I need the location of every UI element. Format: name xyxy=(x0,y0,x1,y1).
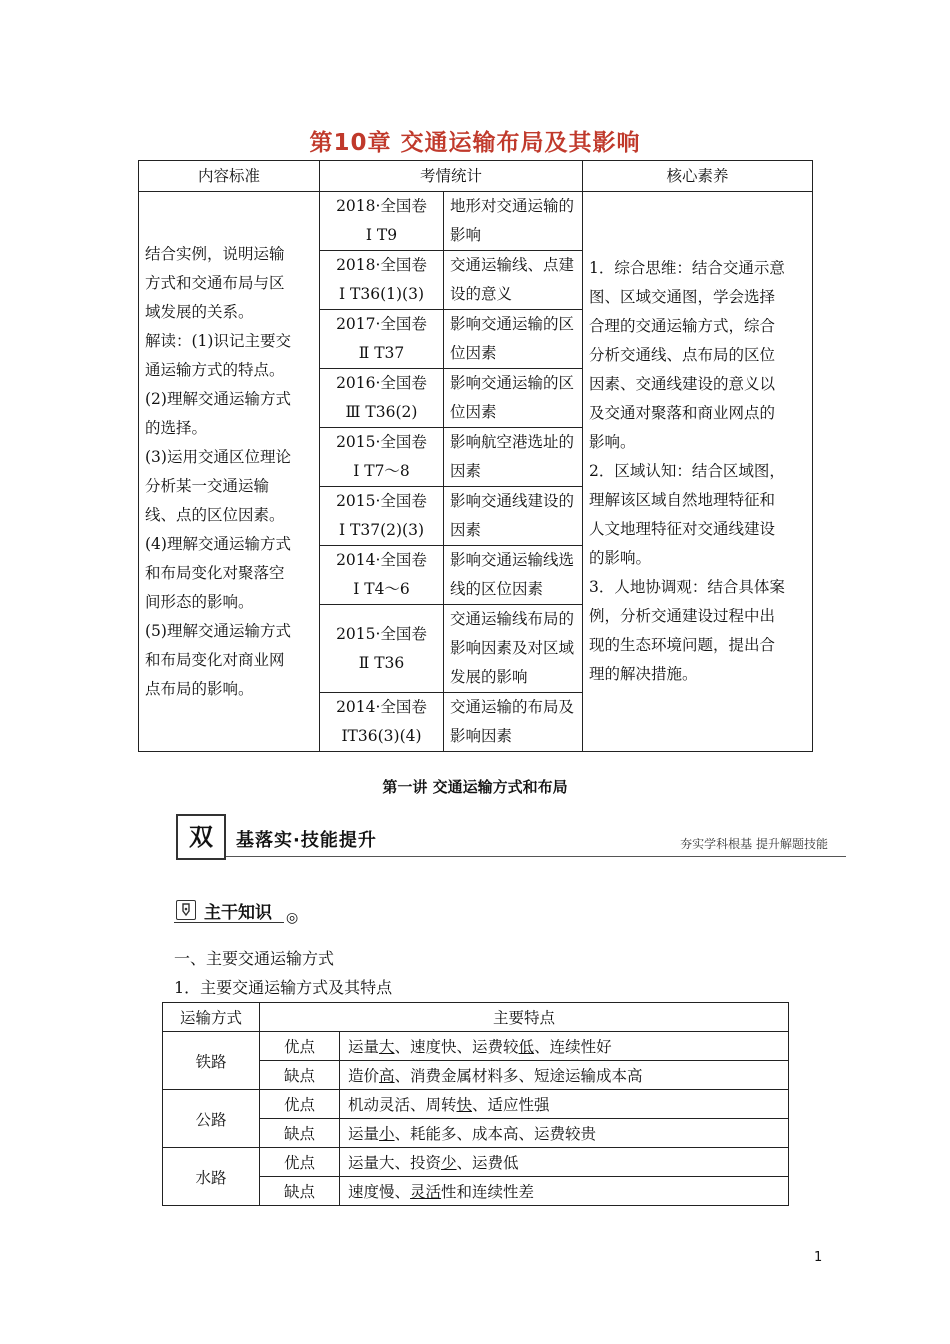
lecture-title: 第一讲 交通运输方式和布局 xyxy=(382,778,568,796)
features-row xyxy=(163,1032,789,1061)
heading-level2: 1．主要交通运输方式及其特点 xyxy=(174,978,393,997)
exam-topic-cell: 交通运输线、点建设的意义 xyxy=(444,251,583,310)
header-features: 主要特点 xyxy=(260,1003,789,1032)
mode-cell: 水路 xyxy=(163,1148,260,1206)
banner-box: 双 xyxy=(176,814,226,860)
features-header-row xyxy=(163,1003,789,1032)
mode-cell: 公路 xyxy=(163,1090,260,1148)
con-label: 缺点 xyxy=(260,1177,340,1206)
exam-topic-cell: 影响交通运输线选线的区位因素 xyxy=(444,546,583,605)
pro-label: 优点 xyxy=(260,1032,340,1061)
core-literacy-cell xyxy=(583,192,813,752)
literacy-line: 人文地理特征对交通线建设 xyxy=(589,520,776,538)
exam-year-cell: 2014·全国卷 ⅠT36(3)(4) xyxy=(320,693,444,752)
exam-year-cell: 2015·全国卷 Ⅰ T37(2)(3) xyxy=(320,487,444,546)
literacy-line: 及交通对聚落和商业网点的 xyxy=(589,404,776,422)
literacy-line: 3．人地协调观：结合具体案 xyxy=(589,578,785,596)
literacy-line: 的影响。 xyxy=(589,549,652,567)
content-standard-cell xyxy=(139,192,320,752)
literacy-line: 1．综合思维：结合交通示意 xyxy=(589,259,785,277)
exam-year-cell: 2015·全国卷 Ⅱ T36 xyxy=(320,605,444,693)
literacy-line: 理解该区域自然地理特征和 xyxy=(589,491,776,509)
exam-year-cell: 2014·全国卷 Ⅰ T4～6 xyxy=(320,546,444,605)
literacy-line: 现的生态环境问题，提出合 xyxy=(589,636,776,654)
section-underline xyxy=(174,922,284,923)
standard-line: 域发展的关系。 xyxy=(145,302,254,321)
con-text: 运量小、耗能多、成本高、运费较贵 xyxy=(340,1119,789,1148)
features-table xyxy=(162,1002,789,1206)
literacy-line: 影响。 xyxy=(589,433,636,451)
con-label: 缺点 xyxy=(260,1119,340,1148)
pro-text: 机动灵活、周转快、适应性强 xyxy=(340,1090,789,1119)
bullseye-icon: ◎ xyxy=(286,910,299,926)
exam-topic-cell: 影响航空港选址的因素 xyxy=(444,428,583,487)
literacy-line: 因素、交通线建设的意义以 xyxy=(589,375,776,393)
literacy-line: 理的解决措施。 xyxy=(589,665,698,683)
literacy-line: 图、区域交通图，学会选择 xyxy=(589,288,776,306)
exam-year-cell: 2017·全国卷 Ⅱ T37 xyxy=(320,310,444,369)
mode-cell: 铁路 xyxy=(163,1032,260,1090)
heading-level1: 一、主要交通运输方式 xyxy=(174,949,335,968)
header-exams: 考情统计 xyxy=(320,161,583,192)
standard-line: 线、点的区位因素。 xyxy=(145,505,285,524)
exam-year-cell: 2016·全国卷 Ⅲ T36(2) xyxy=(320,369,444,428)
header-mode: 运输方式 xyxy=(163,1003,260,1032)
standard-line: 解读：(1)识记主要交 xyxy=(145,331,291,350)
pro-label: 优点 xyxy=(260,1090,340,1119)
overview-table xyxy=(138,160,813,752)
pro-text: 运量大、速度快、运费较低、连续性好 xyxy=(340,1032,789,1061)
exam-topic-cell: 影响交通运输的区位因素 xyxy=(444,310,583,369)
banner-subtitle: 夯实学科根基 提升解题技能 xyxy=(680,837,828,851)
literacy-line: 合理的交通运输方式，综合 xyxy=(589,317,776,335)
exam-year-cell: 2015·全国卷 Ⅰ T7～8 xyxy=(320,428,444,487)
pen-icon xyxy=(176,900,196,920)
standard-line: 方式和交通布局与区 xyxy=(145,273,285,292)
section-banner xyxy=(176,814,846,860)
standard-line: 点布局的影响。 xyxy=(145,679,254,698)
standard-line: (4)理解交通运输方式 xyxy=(145,534,291,553)
pro-text: 运量大、投资少、运费低 xyxy=(340,1148,789,1177)
exam-topic-cell: 影响交通运输的区位因素 xyxy=(444,369,583,428)
standard-line: 结合实例，说明运输 xyxy=(145,244,285,263)
exam-year-cell: 2018·全国卷 Ⅰ T36(1)(3) xyxy=(320,251,444,310)
standard-line: 和布局变化对商业网 xyxy=(145,650,285,669)
con-text: 速度慢、灵活性和连续性差 xyxy=(340,1177,789,1206)
banner-divider xyxy=(226,856,846,857)
standard-line: 间形态的影响。 xyxy=(145,592,254,611)
standard-line: (5)理解交通运输方式 xyxy=(145,621,291,640)
features-row xyxy=(163,1090,789,1119)
exam-year-cell: 2018·全国卷 Ⅰ T9 xyxy=(320,192,444,251)
literacy-line: 分析交通线、点布局的区位 xyxy=(589,346,776,364)
features-row xyxy=(163,1148,789,1177)
con-label: 缺点 xyxy=(260,1061,340,1090)
standard-line: 的选择。 xyxy=(145,418,208,437)
page-number: 1 xyxy=(814,1250,823,1265)
section-label: 主干知识 xyxy=(204,903,272,923)
pro-label: 优点 xyxy=(260,1148,340,1177)
banner-text: 基落实·技能提升 xyxy=(236,830,377,851)
exam-topic-cell: 交通运输的布局及影响因素 xyxy=(444,693,583,752)
exam-topic-cell: 交通运输线布局的影响因素及对区域发展的影响 xyxy=(444,605,583,693)
exam-row xyxy=(139,192,813,251)
standard-line: 和布局变化对聚落空 xyxy=(145,563,285,582)
con-text: 造价高、消费金属材料多、短途运输成本高 xyxy=(340,1061,789,1090)
overview-header-row xyxy=(139,161,813,192)
standard-line: 分析某一交通运输 xyxy=(145,476,270,495)
chapter-title: 第10章 交通运输布局及其影响 xyxy=(309,130,641,156)
header-standard: 内容标准 xyxy=(139,161,320,192)
header-literacy: 核心素养 xyxy=(583,161,813,192)
standard-line: (3)运用交通区位理论 xyxy=(145,447,291,466)
standard-line: (2)理解交通运输方式 xyxy=(145,389,291,408)
literacy-line: 例，分析交通建设过程中出 xyxy=(589,607,776,625)
exam-topic-cell: 影响交通线建设的因素 xyxy=(444,487,583,546)
literacy-line: 2．区域认知：结合区域图， xyxy=(589,462,785,480)
exam-topic-cell: 地形对交通运输的影响 xyxy=(444,192,583,251)
standard-line: 通运输方式的特点。 xyxy=(145,360,285,379)
